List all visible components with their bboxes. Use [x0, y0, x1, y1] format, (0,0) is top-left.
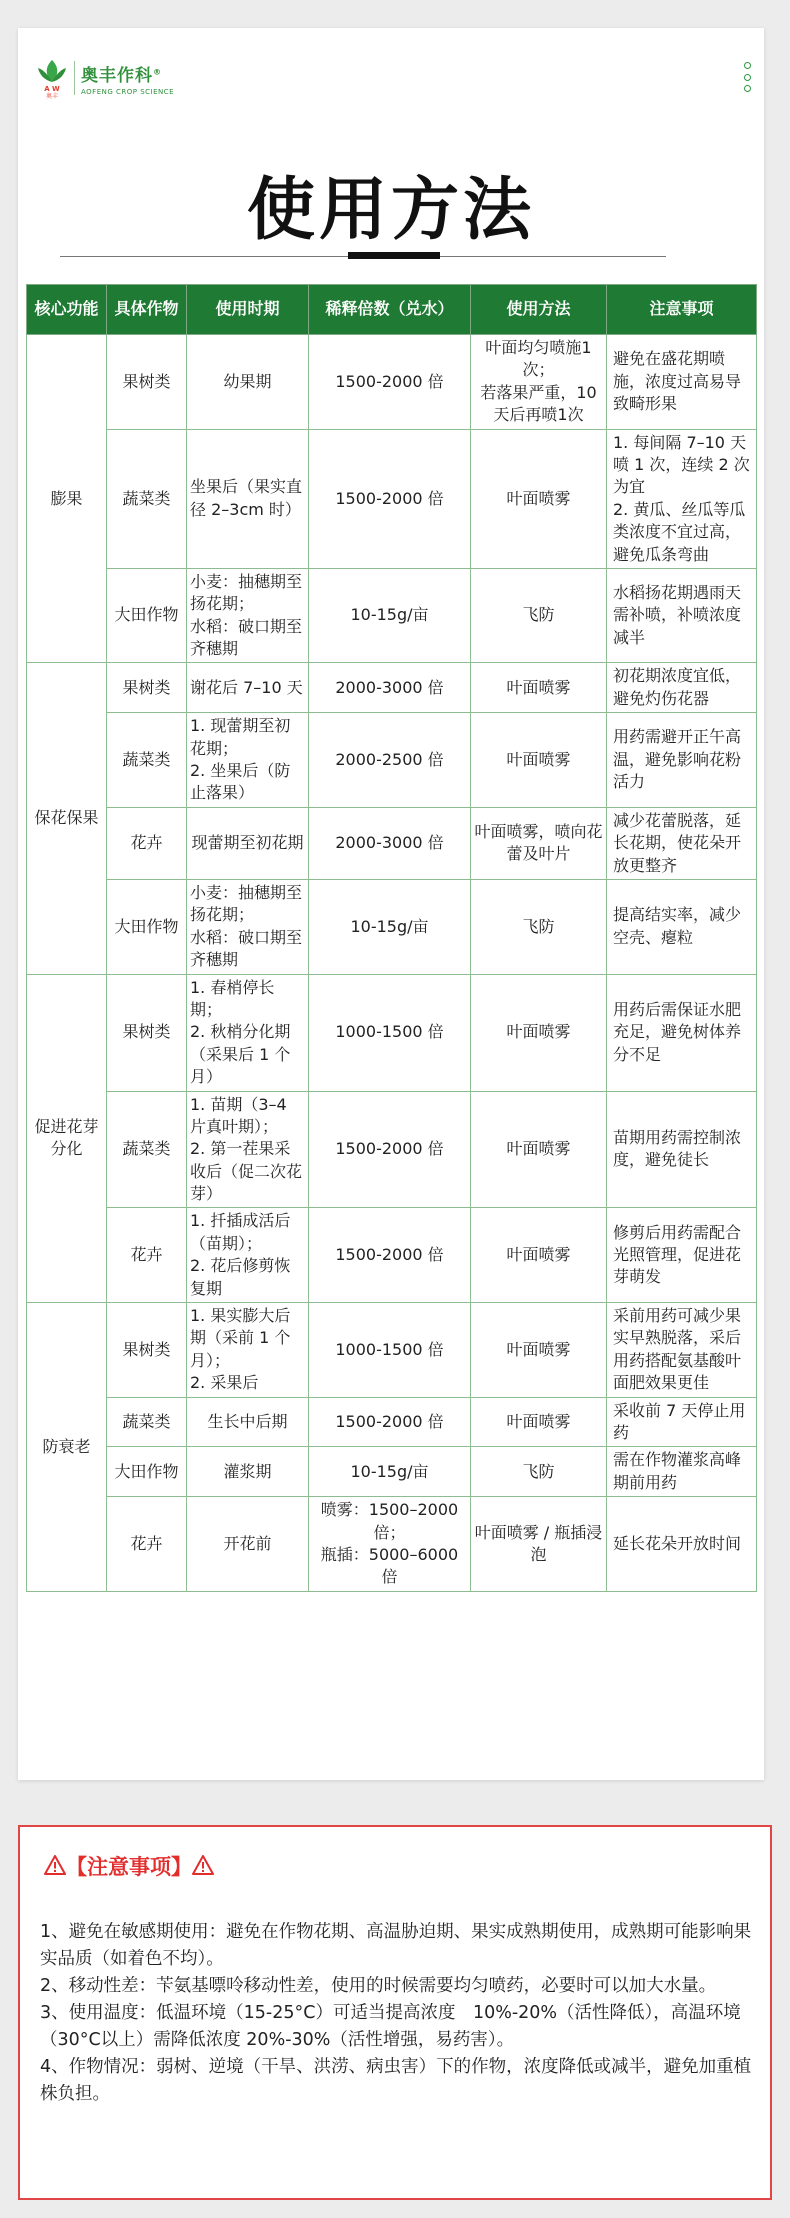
period-cell: 坐果后（果实直径 2–3cm 时） — [187, 429, 309, 568]
dilution-cell: 喷雾：1500–2000 倍； 瓶插：5000–6000 倍 — [309, 1497, 471, 1592]
notes-cell: 初花期浓度宜低，避免灼伤花器 — [607, 663, 757, 713]
period-cell: 现蕾期至初花期 — [187, 807, 309, 879]
dilution-cell: 1000-1500 倍 — [309, 974, 471, 1091]
period-cell: 灌浆期 — [187, 1447, 309, 1497]
notes-cell: 1. 每间隔 7–10 天喷 1 次，连续 2 次为宜 2. 黄瓜、丝瓜等瓜类浓度不宜过高，避免瓜条弯曲 — [607, 429, 757, 568]
menu-dots-icon[interactable] — [742, 62, 752, 92]
method-cell: 叶面均匀喷施1次； 若落果严重，10天后再喷1次 — [471, 335, 607, 430]
warning-icon — [44, 1855, 66, 1877]
dilution-cell: 1500-2000 倍 — [309, 429, 471, 568]
svg-text:A W: A W — [44, 85, 60, 93]
dilution-cell: 1500-2000 倍 — [309, 1208, 471, 1303]
table-row — [27, 429, 757, 568]
dilution-cell: 1000-1500 倍 — [309, 1303, 471, 1398]
crop-cell: 蔬菜类 — [107, 1091, 187, 1208]
method-cell: 飞防 — [471, 568, 607, 663]
table-row — [27, 1397, 757, 1447]
period-cell: 谢花后 7–10 天 — [187, 663, 309, 713]
dilution-cell: 2000-2500 倍 — [309, 713, 471, 808]
brand-divider — [74, 61, 75, 95]
notice-title — [44, 1851, 214, 1881]
notes-cell: 延长花朵开放时间 — [607, 1497, 757, 1592]
notes-cell: 需在作物灌浆高峰期前用药 — [607, 1447, 757, 1497]
function-cell: 防衰老 — [27, 1303, 107, 1592]
method-cell: 叶面喷雾 — [471, 1208, 607, 1303]
method-cell: 叶面喷雾 — [471, 1091, 607, 1208]
period-cell: 1. 苗期（3–4 片真叶期）； 2. 第一茬果采收后（促二次花芽） — [187, 1091, 309, 1208]
table-row — [27, 335, 757, 430]
svg-text:奥丰: 奥丰 — [45, 93, 59, 100]
column-header: 稀释倍数（兑水） — [309, 285, 471, 335]
notes-cell: 采前用药可减少果实早熟脱落，采后用药搭配氨基酸叶面肥效果更佳 — [607, 1303, 757, 1398]
column-header: 使用方法 — [471, 285, 607, 335]
warning-icon — [192, 1855, 214, 1877]
column-header: 使用时期 — [187, 285, 309, 335]
function-cell: 促进花芽分化 — [27, 974, 107, 1302]
crop-cell: 大田作物 — [107, 1447, 187, 1497]
notes-cell: 修剪后用药需配合光照管理，促进花芽萌发 — [607, 1208, 757, 1303]
crop-cell: 蔬菜类 — [107, 429, 187, 568]
method-cell: 飞防 — [471, 1447, 607, 1497]
table-row — [27, 807, 757, 879]
method-cell: 飞防 — [471, 879, 607, 974]
table-body — [27, 335, 757, 1592]
crop-cell: 果树类 — [107, 663, 187, 713]
period-cell: 1. 扦插成活后（苗期）； 2. 花后修剪恢复期 — [187, 1208, 309, 1303]
function-cell: 膨果 — [27, 335, 107, 663]
method-cell: 叶面喷雾 — [471, 1397, 607, 1447]
dilution-cell: 1500-2000 倍 — [309, 1397, 471, 1447]
notes-cell: 避免在盛花期喷施，浓度过高易导致畸形果 — [607, 335, 757, 430]
crop-cell: 花卉 — [107, 1497, 187, 1592]
dilution-cell: 2000-3000 倍 — [309, 807, 471, 879]
period-cell: 生长中后期 — [187, 1397, 309, 1447]
notice-item: 3、使用温度：低温环境（15-25°C）可适当提高浓度 10%-20%（活性降低），高温环境（30°C以上）需降低浓度 20%-30%（活性增强，易药害）。 — [40, 2003, 741, 2050]
notice-box — [18, 1825, 772, 2200]
table-row — [27, 1497, 757, 1592]
method-cell: 叶面喷雾 — [471, 429, 607, 568]
dilution-cell: 1500-2000 倍 — [309, 335, 471, 430]
method-cell: 叶面喷雾 — [471, 663, 607, 713]
dilution-cell: 1500-2000 倍 — [309, 1091, 471, 1208]
column-header: 核心功能 — [27, 285, 107, 335]
period-cell: 开花前 — [187, 1497, 309, 1592]
content-card — [18, 28, 764, 1780]
logo-icon — [34, 56, 70, 100]
brand-name-cn: 奥丰作科® — [81, 65, 162, 86]
period-cell: 1. 春梢停长期； 2. 秋梢分化期（采果后 1 个月） — [187, 974, 309, 1091]
notes-cell: 苗期用药需控制浓度，避免徒长 — [607, 1091, 757, 1208]
method-cell: 叶面喷雾 — [471, 713, 607, 808]
crop-cell: 大田作物 — [107, 879, 187, 974]
method-cell: 叶面喷雾 — [471, 974, 607, 1091]
notice-list — [40, 1919, 756, 2108]
column-header: 注意事项 — [607, 285, 757, 335]
table-row — [27, 713, 757, 808]
usage-table — [26, 284, 757, 1592]
crop-cell: 果树类 — [107, 335, 187, 430]
table-row — [27, 663, 757, 713]
notes-cell: 提高结实率，减少空壳、瘪粒 — [607, 879, 757, 974]
table-row — [27, 1303, 757, 1398]
crop-cell: 大田作物 — [107, 568, 187, 663]
crop-cell: 蔬菜类 — [107, 1397, 187, 1447]
title-accent-bar — [348, 252, 440, 259]
crop-cell: 果树类 — [107, 1303, 187, 1398]
table-row — [27, 1447, 757, 1497]
notice-item: 4、作物情况：弱树、逆境（干旱、洪涝、病虫害）下的作物，浓度降低或减半，避免加重植株负担。 — [40, 2057, 752, 2104]
notes-cell: 用药后需保证水肥充足，避免树体养分不足 — [607, 974, 757, 1091]
notice-item: 2、移动性差：苄氨基嘌呤移动性差，使用的时候需要均匀喷药，必要时可以加大水量。 — [40, 1976, 717, 1996]
period-cell: 幼果期 — [187, 335, 309, 430]
dilution-cell: 10-15g/亩 — [309, 568, 471, 663]
page-title: 使用方法 — [246, 171, 535, 250]
table-row — [27, 974, 757, 1091]
method-cell: 叶面喷雾，喷向花蕾及叶片 — [471, 807, 607, 879]
period-cell: 1. 果实膨大后期（采前 1 个月）； 2. 采果后 — [187, 1303, 309, 1398]
notes-cell: 水稻扬花期遇雨天需补喷，补喷浓度减半 — [607, 568, 757, 663]
notes-cell: 用药需避开正午高温，避免影响花粉活力 — [607, 713, 757, 808]
method-cell: 叶面喷雾 / 瓶插浸泡 — [471, 1497, 607, 1592]
crop-cell: 蔬菜类 — [107, 713, 187, 808]
method-cell: 叶面喷雾 — [471, 1303, 607, 1398]
dilution-cell: 2000-3000 倍 — [309, 663, 471, 713]
period-cell: 小麦：抽穗期至扬花期； 水稻：破口期至齐穗期 — [187, 879, 309, 974]
dilution-cell: 10-15g/亩 — [309, 879, 471, 974]
dilution-cell: 10-15g/亩 — [309, 1447, 471, 1497]
period-cell: 小麦：抽穗期至扬花期； 水稻：破口期至齐穗期 — [187, 568, 309, 663]
table-row — [27, 879, 757, 974]
period-cell: 1. 现蕾期至初花期； 2. 坐果后（防止落果） — [187, 713, 309, 808]
notice-item: 1、避免在敏感期使用：避免在作物花期、高温胁迫期、果实成熟期使用，成熟期可能影响果实品质（如着色不均）。 — [40, 1922, 752, 1969]
function-cell: 保花保果 — [27, 663, 107, 974]
crop-cell: 花卉 — [107, 807, 187, 879]
table-header-row — [27, 285, 757, 335]
column-header: 具体作物 — [107, 285, 187, 335]
notice-title-text: 【注意事项】 — [66, 1855, 192, 1879]
crop-cell: 果树类 — [107, 974, 187, 1091]
brand-logo — [34, 56, 174, 100]
table-row — [27, 1208, 757, 1303]
brand-name-en: AOFENG CROP SCIENCE — [81, 87, 175, 96]
crop-cell: 花卉 — [107, 1208, 187, 1303]
notes-cell: 采收前 7 天停止用药 — [607, 1397, 757, 1447]
table-row — [27, 568, 757, 663]
table-row — [27, 1091, 757, 1208]
notes-cell: 减少花蕾脱落，延长花期，使花朵开放更整齐 — [607, 807, 757, 879]
